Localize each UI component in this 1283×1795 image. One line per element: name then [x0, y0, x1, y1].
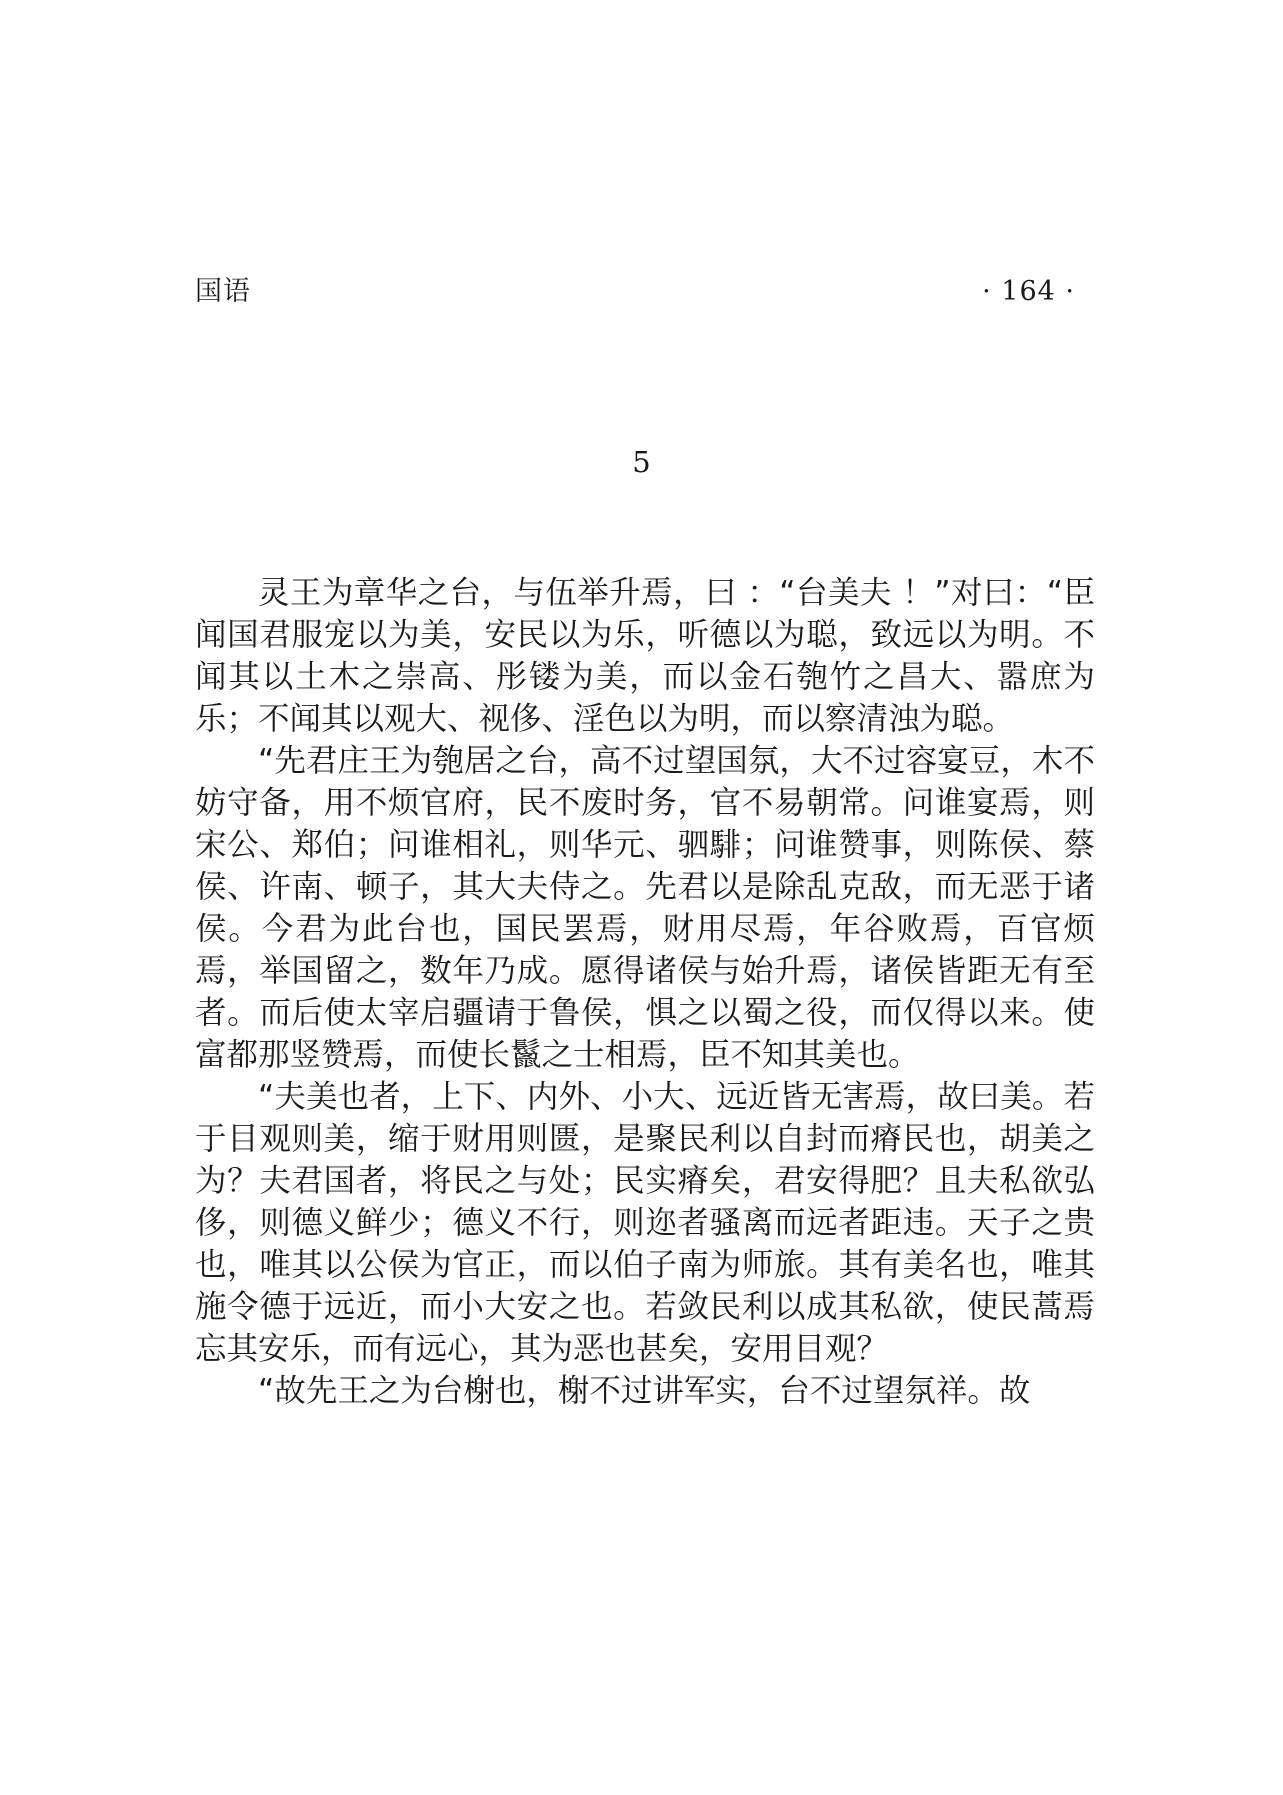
section-number: 5 — [632, 445, 651, 479]
body-text — [195, 572, 1095, 1412]
book-title: 国语 — [195, 276, 251, 307]
page-header — [195, 272, 1085, 312]
paragraph-4: “故先王之为台榭也，榭不过讲军实，台不过望氛祥。故 — [258, 1373, 1031, 1409]
paragraph-2: “先君庄王为匏居之台，高不过望国氛，大不过容宴豆，木不妨守备，用不烦官府，民不废时务，官不易朝常。问谁宴焉，则宋公、郑伯；问谁相礼，则华元、驷騑；问谁赞事，则陈侯、蔡侯、许南、顿子，其大夫侍之。先君以是除乱克敌，而无恶于诸侯。今君为此台也，国民罢焉，财用尽焉，年谷败焉，百官烦焉，举国留之，数年乃成。愿得诸侯与始升焉，诸侯皆距无有至者。而后使太宰启疆请于鲁侯，惧之以蜀之役，而仅得以来。使富都那竖赞焉，而使长鬣之士相焉，臣不知其美也。 — [195, 743, 1095, 1073]
paragraph-1: 灵王为章华之台，与伍举升焉，曰 ：“台美夫 ！”对曰：“臣闻国君服宠以为美，安民以为乐，听德以为聪，致远以为明。不闻其以土木之崇高、彤镂为美，而以金石匏竹之昌大、嚣庶为乐；不闻其以观大、视侈、淫色以为明，而以察清浊为聪。 — [195, 575, 1095, 737]
paragraph-3: “夫美也者，上下、内外、小大、远近皆无害焉，故曰美。若于目观则美，缩于财用则匮，是聚民利以自封而瘠民也，胡美之为？夫君国者，将民之与处；民实瘠矣，君安得肥？且夫私欲弘侈，则德义鲜少；德义不行，则迩者骚离而远者距违。天子之贵也，唯其以公侯为官正，而以伯子南为师旅。其有美名也，唯其施令德于远近，而小大安之也。若敛民利以成其私欲，使民蒿焉忘其安乐，而有远心，其为恶也甚矣，安用目观？ — [195, 1079, 1095, 1367]
page-number: · 164 · — [982, 276, 1075, 307]
